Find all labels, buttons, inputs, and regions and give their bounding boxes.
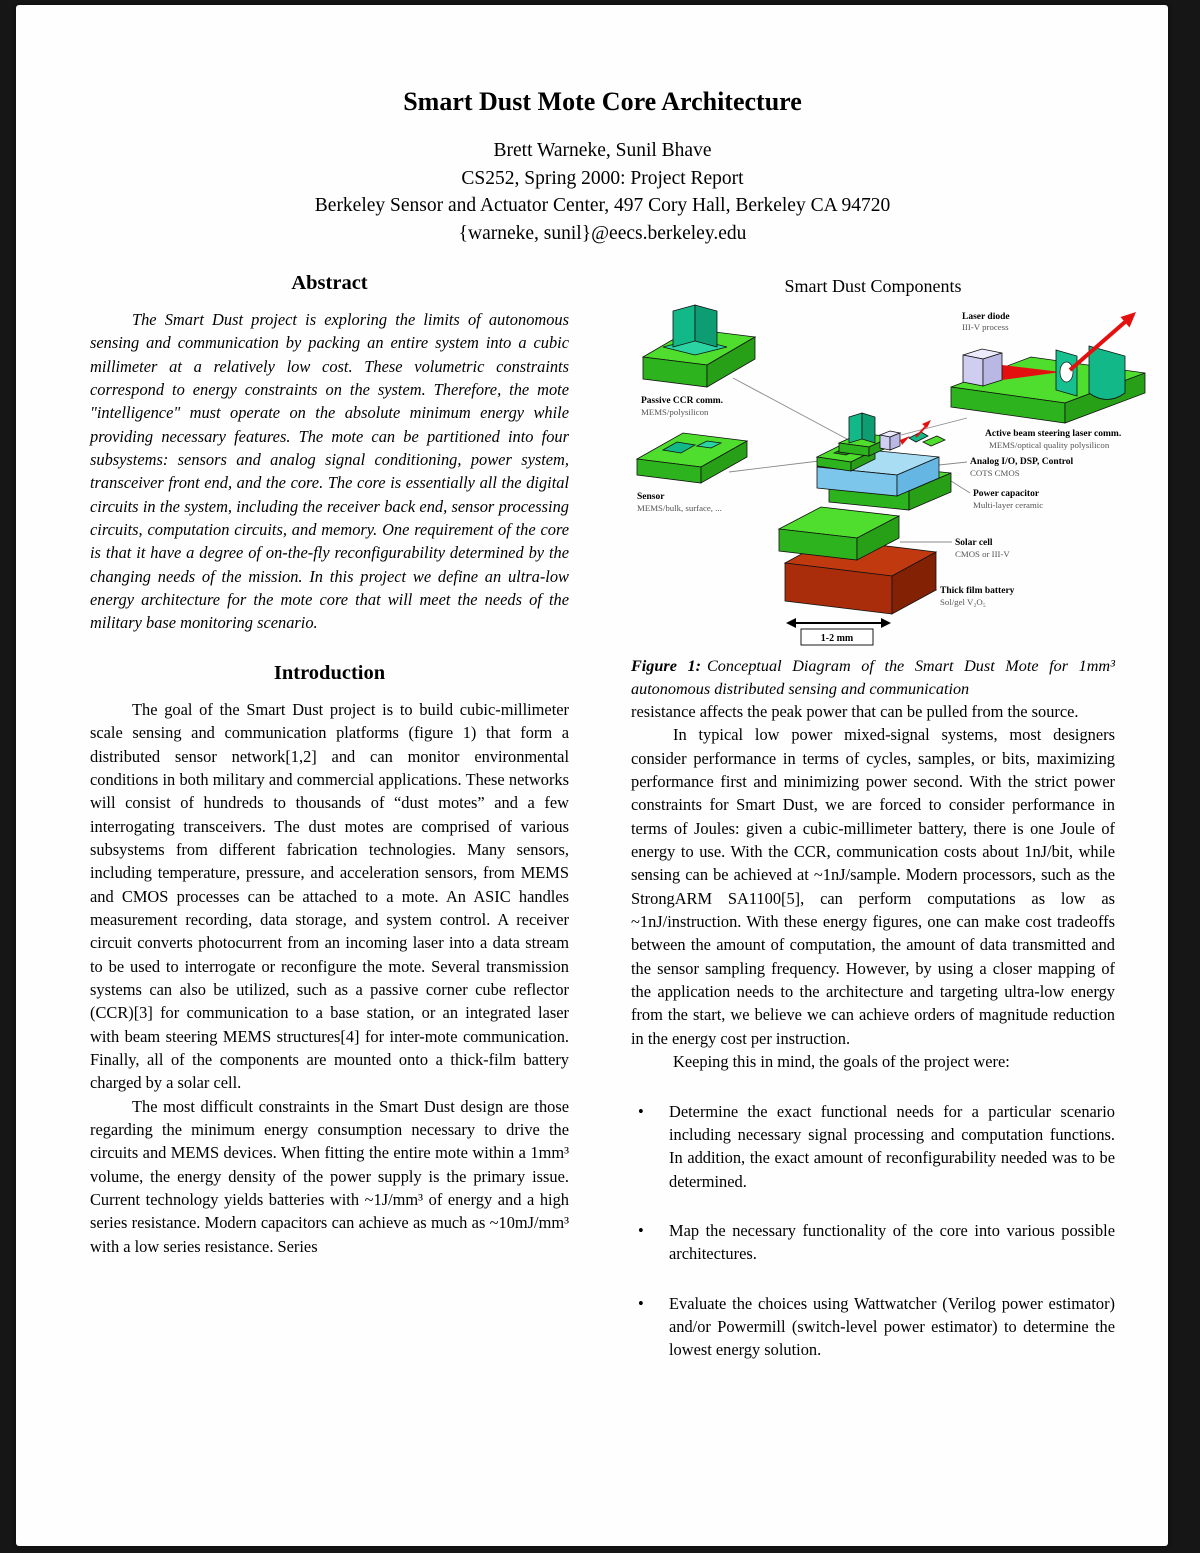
passive-ccr-module <box>643 305 755 387</box>
mini-ccr-cube <box>849 413 862 443</box>
affiliation-line: Berkeley Sensor and Actuator Center, 497 Cory Hall, Berkeley CA 94720 <box>314 195 891 216</box>
label-passive-ccr: Passive CCR comm. <box>641 396 724 406</box>
intro-para-2: The most difficult constraints in the Smart Dust design are those regarding the minimum energy consumption necessary to drive the circuits and MEMS devices. When fitting the entire mote within a 1mm³ volume, the energy density of the power supply is the primary issue. Current technology yields batteries with ~1J/mm³ of energy and a high series resistance. Modern capacitors can achieve as much as ~10mJ/mm³ with a low series resistance. Series <box>90 1096 569 1256</box>
paper-title: Smart Dust Mote Core Architecture <box>403 87 802 116</box>
right-column <box>631 272 1122 1362</box>
body-para-typical: In typical low power mixed-signal systems, most designers consider performance in terms of cycles, samples, or bits, maximizing performance first and minimizing power second. With the strict power constraints for Smart Dust, we are forced to consider performance in terms of Joules: given a cubic-millimeter battery, there is one Joule of energy to use. With the CCR, communication costs about 1nJ/bit, while sensing can be achieved at ~1nJ/sample. Modern processors, such as the StrongARM SA1100[5], can perform computations as low as ~1nJ/instruction. With these energy figures, one can make cost tradeoffs between the amount of computation, the amount of data transmitted and the sensor sampling frequency. However, by using a closer mapping of the application needs to the architecture and targeting ultra-low energy from the start, we believe we can achieve orders of magnitude reduction in the energy cost per instruction. <box>631 725 1115 1048</box>
scale-label: 1-2 mm <box>820 633 854 644</box>
ccr-right-plate <box>695 305 717 347</box>
figure-caption-text: Conceptual Diagram of the Smart Dust Mote for 1mm³ autonomous distributed sensing and communication <box>631 657 1115 698</box>
authors-line: Brett Warneke, Sunil Bhave <box>493 140 712 161</box>
mote-stack <box>779 413 951 614</box>
label-laser-diode: Laser diode <box>962 312 1010 322</box>
bullet-icon: • <box>638 1220 644 1240</box>
bullet-icon: • <box>638 1293 644 1313</box>
label-sensor: Sensor <box>637 492 665 502</box>
list-item <box>631 1219 1115 1266</box>
goal-item-3: Evaluate the choices using Wattwatcher (Verilog power estimator) and/or Powermill (switch-level power estimator) to determine the lowest energy solution. <box>669 1293 1115 1360</box>
goals-list <box>631 1100 1115 1362</box>
list-item <box>631 1292 1115 1362</box>
label-battery: Thick film battery <box>940 586 1015 596</box>
body-para-goals: Keeping this in mind, the goals of the project were: <box>673 1052 1010 1072</box>
bullet-icon: • <box>638 1101 644 1121</box>
abstract-body: The Smart Dust project is exploring the limits of autonomous sensing and communication by packing an entire system into a cubic millimeter at a relatively low cost. These volumetric constraints correspond to energy constraints on the system. Therefore, the mote "intelligence" must operate on the absolute minimum energy while providing necessary features. The mote can be partitioned into four subsystems: sensors and analog signal conditioning, power system, transceiver front end, and the core. The core is essentially all the digital circuits in the system, including the receiver back end, sensor processing circuits, computation circuits, and memory. One requirement of the core is that it have a degree of on-the-fly reconfigurability determined by the changing needs of the mission. In this project we define an ultra-low energy architecture for the mote core that will meet the needs of the military base monitoring scenario. <box>90 310 569 633</box>
sensor-module <box>637 433 747 483</box>
goal-item-1: Determine the exact functional needs for a particular scenario including necessary signal processing and computation functions. In addition, the exact amount of reconfigurability needed was to be determined. <box>669 1101 1115 1191</box>
figure-caption-label: Figure 1: <box>631 657 701 675</box>
list-item <box>631 1100 1115 1193</box>
label-analog-tech: COTS CMOS <box>970 468 1020 478</box>
label-solar-tech: CMOS or III-V <box>955 549 1010 559</box>
steering-mirror <box>1089 346 1125 400</box>
label-battery-tech: Sol/gel V₂O₅ <box>940 597 986 607</box>
abstract-heading: Abstract <box>291 272 368 294</box>
label-capacitor: Power capacitor <box>973 489 1040 499</box>
document-page <box>16 5 1168 1546</box>
label-solar: Solar cell <box>955 538 993 548</box>
figure-diagram-title: Smart Dust Components <box>784 276 962 296</box>
mini-platform-right <box>923 436 945 446</box>
label-laser-diode-tech: III-V process <box>962 322 1009 332</box>
ccr-left-plate <box>673 305 695 347</box>
course-line: CS252, Spring 2000: Project Report <box>461 167 744 189</box>
figure-caption <box>631 655 1115 700</box>
introduction-heading: Introduction <box>273 661 386 684</box>
body-para-continuation: resistance affects the peak power that can be pulled from the source. <box>631 702 1079 721</box>
label-capacitor-tech: Multi-layer ceramic <box>973 500 1044 510</box>
label-analog: Analog I/O, DSP, Control <box>970 457 1074 467</box>
email-line: {warneke, sunil}@eecs.berkeley.edu <box>458 222 747 244</box>
two-column-body <box>90 272 1122 1362</box>
label-beam-steering: Active beam steering laser comm. <box>985 429 1122 439</box>
left-column <box>90 272 569 1258</box>
label-passive-ccr-tech: MEMS/polysilicon <box>641 407 709 417</box>
label-sensor-tech: MEMS/bulk, surface, ... <box>637 503 722 513</box>
label-beam-steering-tech: MEMS/optical quality polysilicon <box>989 440 1110 450</box>
author-block <box>90 137 1115 247</box>
mini-beam <box>900 436 910 445</box>
smart-dust-components-figure <box>633 299 1148 651</box>
scale-arrow <box>786 618 891 645</box>
intro-para-1: The goal of the Smart Dust project is to build cubic-millimeter scale sensing and communication platforms (figure 1) that form a distributed sensor network[1,2] and can monitor environmental conditions in both military and commercial applications. These networks will consist of hundreds to thousands of “dust motes” and a few interrogating transceivers. The dust motes are comprised of various subsystems from different fabrication technologies. Many sensors, including temperature, pressure, and acceleration sensors, from MEMS and CMOS processes can be attached to a mote. An ASIC handles measurement recording, data storage, and system control. A receiver circuit converts photocurrent from an incoming laser into a data stream to be used to interrogate or reconfigure the mote. Several transmission systems can also be utilized, such as a passive corner cube reflector (CCR)[3] for communication to a base station, or an integrated laser with beam steering MEMS structures[4] for inter-mote communication. Finally, all of the components are mounted onto a thick-film battery charged by a solar cell. <box>90 699 569 1093</box>
goal-item-2: Map the necessary functionality of the core into various possible architectures. <box>669 1220 1115 1264</box>
